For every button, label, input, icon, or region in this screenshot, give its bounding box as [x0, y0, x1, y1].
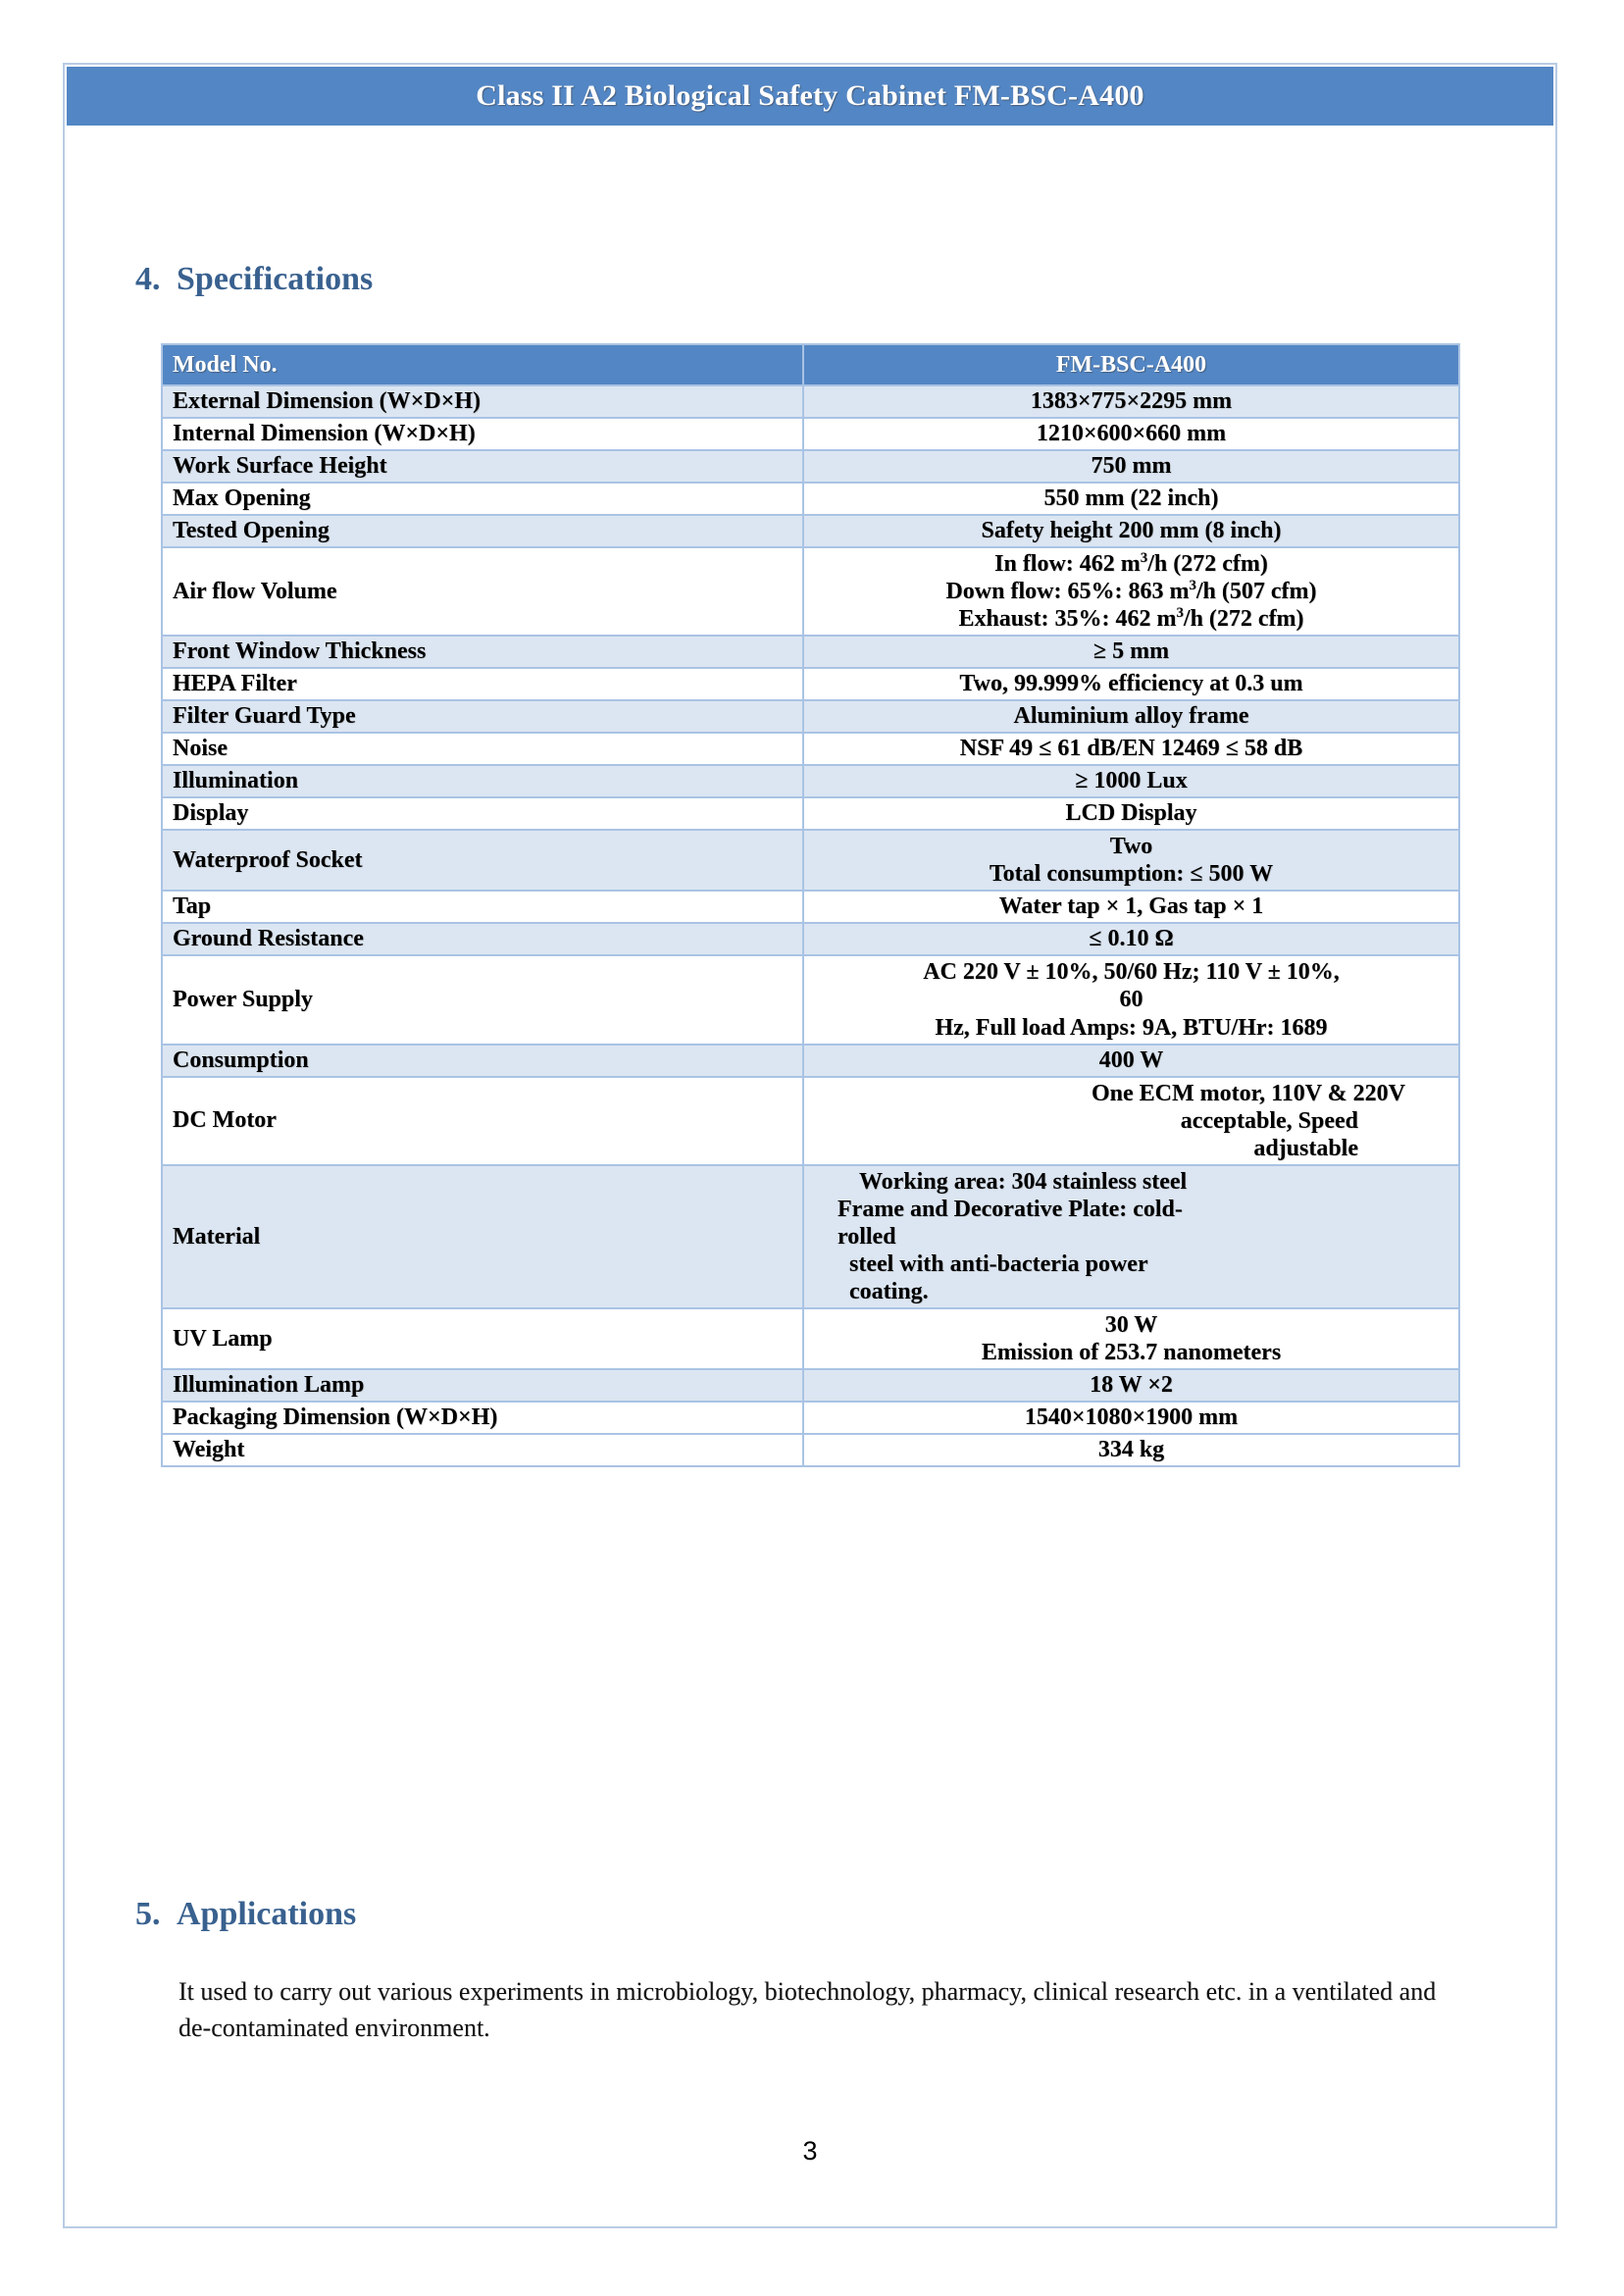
spec-value: 1383×775×2295 mm — [803, 385, 1459, 418]
spec-value — [803, 1077, 1459, 1165]
table-row — [162, 385, 1459, 418]
table-row — [162, 483, 1459, 515]
column-header-model-no: Model No. — [162, 344, 803, 385]
table-row-power-supply — [162, 955, 1459, 1044]
spec-value-line: One ECM motor, 110V & 220V — [1091, 1080, 1405, 1106]
section-number-specifications: 4. — [135, 261, 161, 297]
spec-label: DC Motor — [162, 1077, 803, 1165]
spec-value-line: Exhaust: 35%: 462 $m^3/h$ (272 cfm) — [958, 605, 1304, 633]
table-row — [162, 1402, 1459, 1434]
spec-value: 1210×600×660 mm — [803, 418, 1459, 450]
page-number: 3 — [802, 2136, 818, 2166]
table-row — [162, 1434, 1459, 1466]
spec-value-line: Frame and Decorative Plate: cold- — [837, 1196, 1183, 1222]
applications-paragraph: It used to carry out various experiments in microbiology, biotechnology, pharmacy, clinical research etc. in a ventilated and de-contaminated environment. — [178, 1977, 1437, 2042]
spec-label: Filter Guard Type — [162, 700, 803, 733]
spec-value: 1540×1080×1900 mm — [803, 1402, 1459, 1434]
table-row — [162, 515, 1459, 547]
spec-label: Internal Dimension (W×D×H) — [162, 418, 803, 450]
table-row-uv-lamp — [162, 1308, 1459, 1369]
spec-label: Noise — [162, 733, 803, 765]
document-header-banner — [67, 67, 1553, 126]
spec-label: Max Opening — [162, 483, 803, 515]
table-header-row — [162, 344, 1459, 385]
spec-label: Power Supply — [162, 955, 803, 1044]
table-row-dc-motor — [162, 1077, 1459, 1165]
spec-value-line: 60 — [1119, 987, 1143, 1013]
spec-label: Waterproof Socket — [162, 830, 803, 891]
section-heading-specifications — [135, 261, 373, 298]
spec-label: Material — [162, 1165, 803, 1308]
spec-value-line: adjustable — [1253, 1135, 1358, 1161]
table-row — [162, 700, 1459, 733]
table-row — [162, 797, 1459, 830]
section-heading-applications — [135, 1896, 356, 1933]
table-row-material — [162, 1165, 1459, 1308]
table-row — [162, 1369, 1459, 1402]
spec-label: Front Window Thickness — [162, 636, 803, 668]
section-title-applications: Applications — [177, 1896, 357, 1932]
spec-value-line: coating. — [849, 1279, 929, 1305]
spec-label: Tap — [162, 891, 803, 923]
spec-label: HEPA Filter — [162, 668, 803, 700]
spec-value — [803, 547, 1459, 636]
spec-value: Aluminium alloy frame — [803, 700, 1459, 733]
spec-label: Tested Opening — [162, 515, 803, 547]
spec-value — [803, 1165, 1459, 1308]
spec-value: Two, 99.999% efficiency at 0.3 um — [803, 668, 1459, 700]
table-row — [162, 765, 1459, 797]
spec-value: 18 W ×2 — [803, 1369, 1459, 1402]
spec-label: Illumination — [162, 765, 803, 797]
spec-value-line: Two — [1109, 834, 1153, 860]
table-row — [162, 891, 1459, 923]
spec-value: LCD Display — [803, 797, 1459, 830]
spec-value: 334 kg — [803, 1434, 1459, 1466]
spec-value-line: rolled — [837, 1224, 896, 1250]
spec-value: Water tap × 1, Gas tap × 1 — [803, 891, 1459, 923]
spec-value: ≤ 0.10 Ω — [803, 923, 1459, 955]
table-row-waterproof-socket — [162, 830, 1459, 891]
spec-value — [803, 1308, 1459, 1369]
spec-label: Consumption — [162, 1045, 803, 1077]
spec-value-line: Hz, Full load Amps: 9A, BTU/Hr: 1689 — [935, 1014, 1328, 1041]
spec-value — [803, 830, 1459, 891]
spec-label: UV Lamp — [162, 1308, 803, 1369]
table-row — [162, 668, 1459, 700]
table-row-air-flow-volume — [162, 547, 1459, 636]
table-row — [162, 733, 1459, 765]
table-row — [162, 450, 1459, 483]
spec-label: Ground Resistance — [162, 923, 803, 955]
spec-value-line: Total consumption: ≤ 500 W — [989, 861, 1274, 888]
specifications-table — [161, 343, 1460, 1467]
table-row — [162, 636, 1459, 668]
spec-label: Air flow Volume — [162, 547, 803, 636]
spec-value-line: Emission of 253.7 nanometers — [981, 1340, 1282, 1366]
spec-value: NSF 49 ≤ 61 dB/EN 12469 ≤ 58 dB — [803, 733, 1459, 765]
spec-value-line: In flow: 462 $m^3/h$ (272 cfm) — [994, 550, 1268, 577]
spec-label: Work Surface Height — [162, 450, 803, 483]
spec-value: ≥ 1000 Lux — [803, 765, 1459, 797]
section-number-applications: 5. — [135, 1896, 161, 1932]
spec-value: 550 mm (22 inch) — [803, 483, 1459, 515]
spec-label: Display — [162, 797, 803, 830]
spec-label: External Dimension (W×D×H) — [162, 385, 803, 418]
spec-label: Weight — [162, 1434, 803, 1466]
table-row — [162, 1045, 1459, 1077]
spec-value-line: Down flow: 65%: 863 $m^3/h$ (507 cfm) — [945, 578, 1317, 605]
spec-value: 400 W — [803, 1045, 1459, 1077]
table-row — [162, 418, 1459, 450]
document-title: Class II A2 Biological Safety Cabinet FM-BSC-A400 — [476, 79, 1144, 112]
spec-value-line: 30 W — [1104, 1312, 1158, 1339]
column-header-model-value: FM-BSC-A400 — [803, 344, 1459, 385]
spec-value: 750 mm — [803, 450, 1459, 483]
spec-value — [803, 955, 1459, 1044]
spec-value: ≥ 5 mm — [803, 636, 1459, 668]
spec-value: Safety height 200 mm (8 inch) — [803, 515, 1459, 547]
spec-label: Packaging Dimension (W×D×H) — [162, 1402, 803, 1434]
section-title-specifications: Specifications — [177, 261, 374, 297]
spec-value-line: AC 220 V ± 10%, 50/60 Hz; 110 V ± 10%, — [923, 959, 1340, 986]
spec-value-line: steel with anti-bacteria power — [849, 1251, 1148, 1278]
table-row — [162, 923, 1459, 955]
spec-value-line: Working area: 304 stainless steel — [859, 1168, 1188, 1195]
spec-label: Illumination Lamp — [162, 1369, 803, 1402]
spec-value-line: acceptable, Speed — [1180, 1107, 1358, 1134]
